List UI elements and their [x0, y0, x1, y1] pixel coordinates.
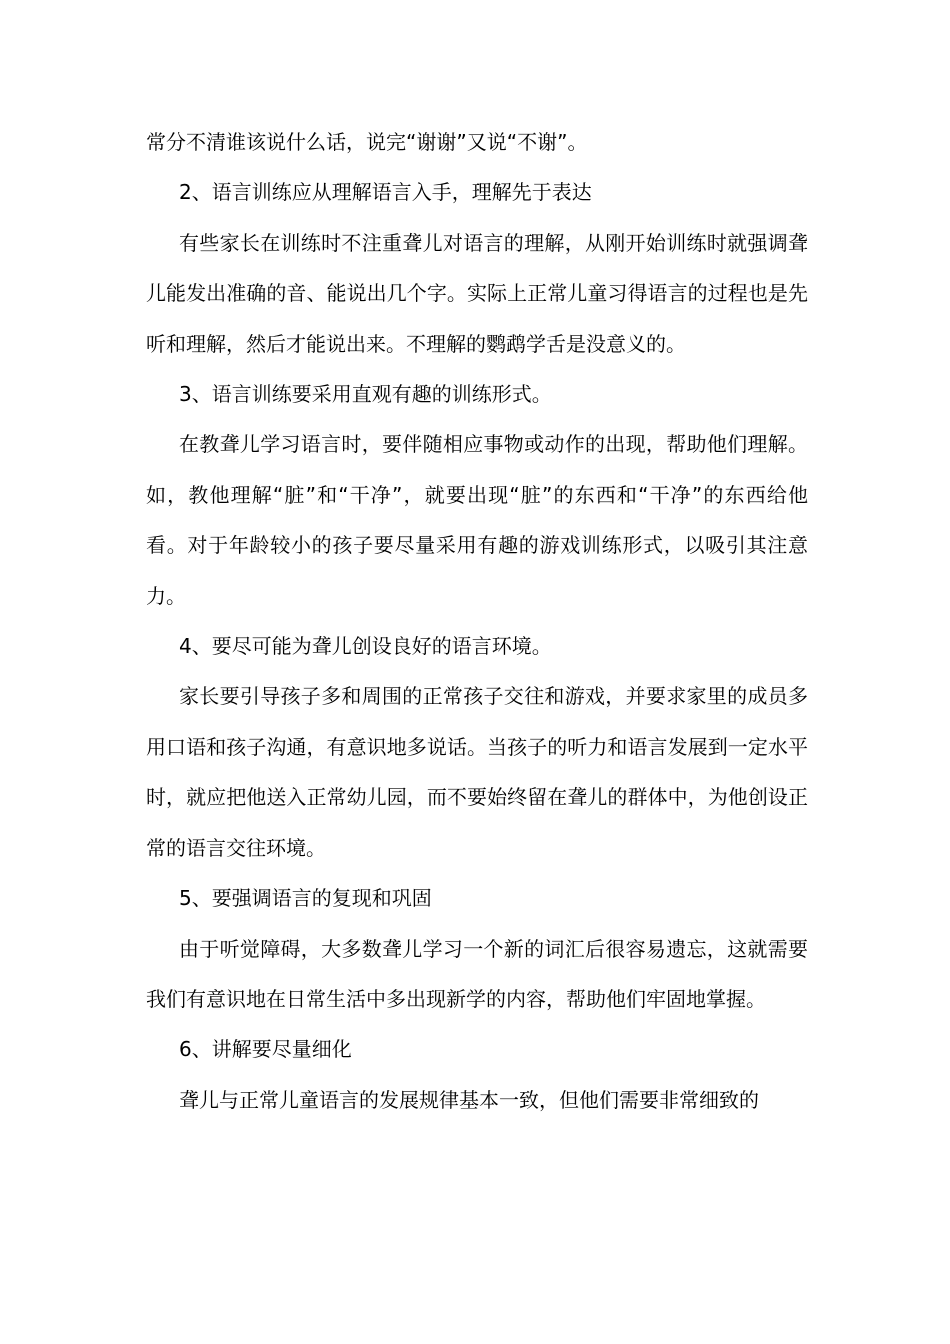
paragraph-section-2: 有些家长在训练时不注重聋儿对语言的理解，从刚开始训练时就强调聋儿能发出准确的音、能说出几个字。实际上正常儿童习得语言的过程也是先听和理解，然后才能说出来。不理解的鹦鹉学舌是没意义的。: [146, 230, 808, 356]
paragraph-section-5: 由于听觉障碍，大多数聋儿学习一个新的词汇后很容易遗忘，这就需要我们有意识地在日常生活中多出现新学的内容，帮助他们牢固地掌握。: [146, 936, 808, 1011]
document-body: [146, 117, 808, 1125]
paragraph-continuation: 常分不清谁该说什么话，说完“谢谢”又说“不谢”。: [146, 130, 588, 154]
paragraph-section-3: 在教聋儿学习语言时，要伴随相应事物或动作的出现，帮助他们理解。如，教他理解“脏”和“干净”，就要出现“脏”的东西和“干净”的东西给他看。对于年龄较小的孩子要尽量采用有趣的游戏训练形式，以吸引其注意力。: [146, 432, 808, 608]
section-heading-3: 3、语言训练要采用直观有趣的训练形式。: [179, 382, 552, 407]
section-heading-2: 2、语言训练应从理解语言入手，理解先于表达: [179, 180, 592, 205]
section-heading-5: 5、要强调语言的复现和巩固: [179, 886, 432, 911]
section-heading-4: 4、要尽可能为聋儿创设良好的语言环境。: [179, 634, 552, 659]
section-heading-6: 6、讲解要尽量细化: [179, 1037, 352, 1062]
paragraph-section-4: 家长要引导孩子多和周围的正常孩子交往和游戏，并要求家里的成员多用口语和孩子沟通，有意识地多说话。当孩子的听力和语言发展到一定水平时，就应把他送入正常幼儿园，而不要始终留在聋儿的群体中，为他创设正常的语言交往环境。: [146, 684, 808, 860]
paragraph-section-6: 聋儿与正常儿童语言的发展规律基本一致，但他们需要非常细致的: [179, 1087, 759, 1112]
